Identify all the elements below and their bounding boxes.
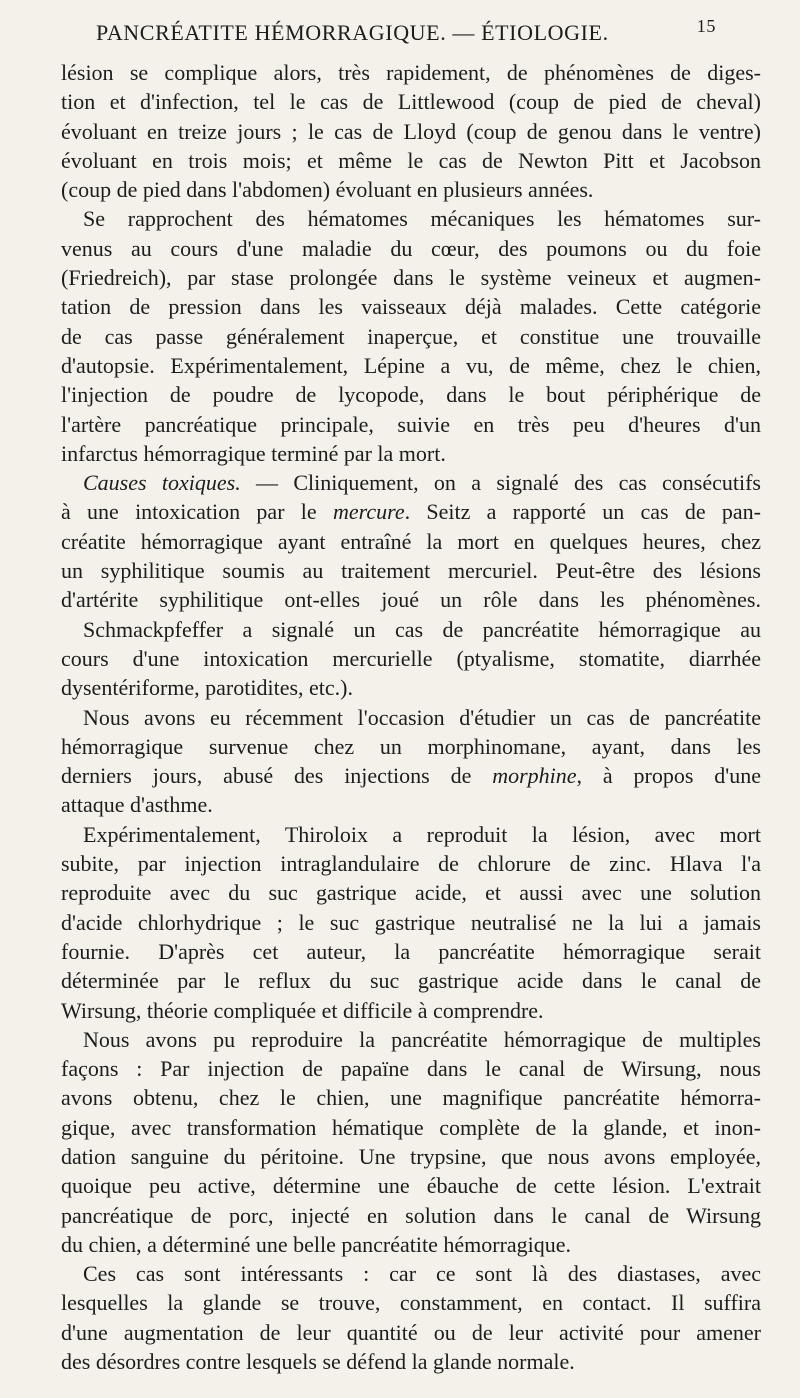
text-line: (Friedreich), par stase prolongée dans le système veineux et augmen-	[61, 265, 761, 291]
emphasis: Causes toxiques.	[83, 470, 241, 496]
text-line: tion et d'infection, tel le cas de Littlewood (coup de pied de cheval)	[61, 89, 761, 115]
text-line: subite, par injection intraglandulaire de chlorure de zinc. Hlava l'a	[61, 851, 761, 877]
text-line: gique, avec transformation hématique complète de la glande, et inon-	[61, 1114, 761, 1140]
text-line: Se rapprochent des hématomes mécaniques les hématomes sur-	[83, 206, 761, 232]
text-line: évoluant en trois mois; et même le cas de Newton Pitt et Jacobson	[61, 147, 761, 173]
text-line: l'artère pancréatique principale, suivie en très peu d'heures d'un	[61, 411, 761, 437]
running-title: PANCRÉATITE HÉMORRAGIQUE. — ÉTIOLOGIE.	[96, 20, 609, 45]
running-head	[96, 16, 716, 54]
body-text	[61, 58, 761, 1376]
page-number: 15	[696, 16, 716, 36]
text-line: façons : Par injection de papaïne dans le canal de Wirsung, nous	[61, 1056, 761, 1082]
text-line: dysentériforme, parotidites, etc.).	[61, 675, 354, 701]
text-line: des désordres contre lesquels se défend la glande normale.	[61, 1349, 575, 1375]
text-line: de cas passe généralement inaperçue, et constitue une trouvaille	[61, 323, 761, 349]
emphasis: morphine	[492, 763, 577, 789]
text-line: évoluant en treize jours ; le cas de Lloyd (coup de genou dans le ventre)	[61, 118, 761, 144]
text-line: venus au cours d'une maladie du cœur, des poumons ou du foie	[61, 235, 761, 261]
text-line: déterminée par le reflux du suc gastrique acide dans le canal de	[61, 968, 761, 994]
text-line: Nous avons pu reproduire la pancréatite hémorragique de multiples	[83, 1026, 761, 1052]
text-line: derniers jours, abusé des injections de morphine, à propos d'une	[61, 763, 761, 789]
emphasis: mercure	[332, 499, 405, 525]
text-line: d'artérite syphilitique ont-elles joué un rôle dans les phénomènes.	[61, 587, 761, 613]
text-line: d'acide chlorhydrique ; le suc gastrique neutralisé ne la lui a jamais	[61, 909, 761, 935]
text-line: fournie. D'après cet auteur, la pancréatite hémorragique serait	[61, 938, 761, 964]
text-line: un syphilitique soumis au traitement mercuriel. Peut-être des lésions	[61, 558, 761, 584]
text-line: attaque d'asthme.	[61, 792, 213, 818]
text-line: avons obtenu, chez le chien, une magnifique pancréatite hémorra-	[61, 1085, 761, 1111]
text-line: Causes toxiques. — Cliniquement, on a signalé des cas consécutifs	[83, 470, 761, 496]
text-line: Ces cas sont intéressants : car ce sont là des diastases, avec	[83, 1261, 761, 1287]
text-line: d'autopsie. Expérimentalement, Lépine a vu, de même, chez le chien,	[61, 352, 761, 378]
text-line: lesquelles la glande se trouve, constamment, en contact. Il suffira	[61, 1290, 761, 1316]
text-line: du chien, a déterminé une belle pancréatite hémorragique.	[61, 1231, 572, 1257]
text-line: (coup de pied dans l'abdomen) évoluant en plusieurs années.	[61, 177, 594, 203]
text-line: infarctus hémorragique terminé par la mort.	[61, 440, 446, 466]
text-line: créatite hémorragique ayant entraîné la mort en quelques heures, chez	[61, 528, 761, 554]
text-line: Expérimentalement, Thiroloix a reproduit la lésion, avec mort	[83, 821, 761, 847]
text-line: Wirsung, théorie compliquée et difficile à comprendre.	[61, 997, 544, 1023]
text-line: lésion se complique alors, très rapidement, de phénomènes de diges-	[61, 60, 761, 85]
text-line: reproduite avec du suc gastrique acide, et aussi avec une solution	[61, 880, 761, 906]
text-line: à une intoxication par le mercure. Seitz a rapporté un cas de pan-	[61, 499, 761, 525]
text-line: quoique peu active, détermine une ébauche de cette lésion. L'extrait	[61, 1173, 761, 1199]
text-line: l'injection de poudre de lycopode, dans le bout périphérique de	[61, 382, 761, 408]
text-line: cours d'une intoxication mercurielle (ptyalisme, stomatite, diarrhée	[61, 645, 761, 671]
text-line: tation de pression dans les vaisseaux déjà malades. Cette catégorie	[61, 294, 761, 320]
text-line: d'une augmentation de leur quantité ou de leur activité pour amener	[61, 1319, 761, 1345]
text-line: pancréatique de porc, injecté en solution dans le canal de Wirsung	[61, 1202, 761, 1228]
text-line: hémorragique survenue chez un morphinomane, ayant, dans les	[61, 733, 761, 759]
text-line: dation sanguine du péritoine. Une trypsine, que nous avons employée,	[61, 1143, 761, 1169]
text-line: Nous avons eu récemment l'occasion d'étudier un cas de pancréatite	[83, 704, 761, 730]
text-line: Schmackpfeffer a signalé un cas de pancréatite hémorragique au	[83, 616, 761, 642]
